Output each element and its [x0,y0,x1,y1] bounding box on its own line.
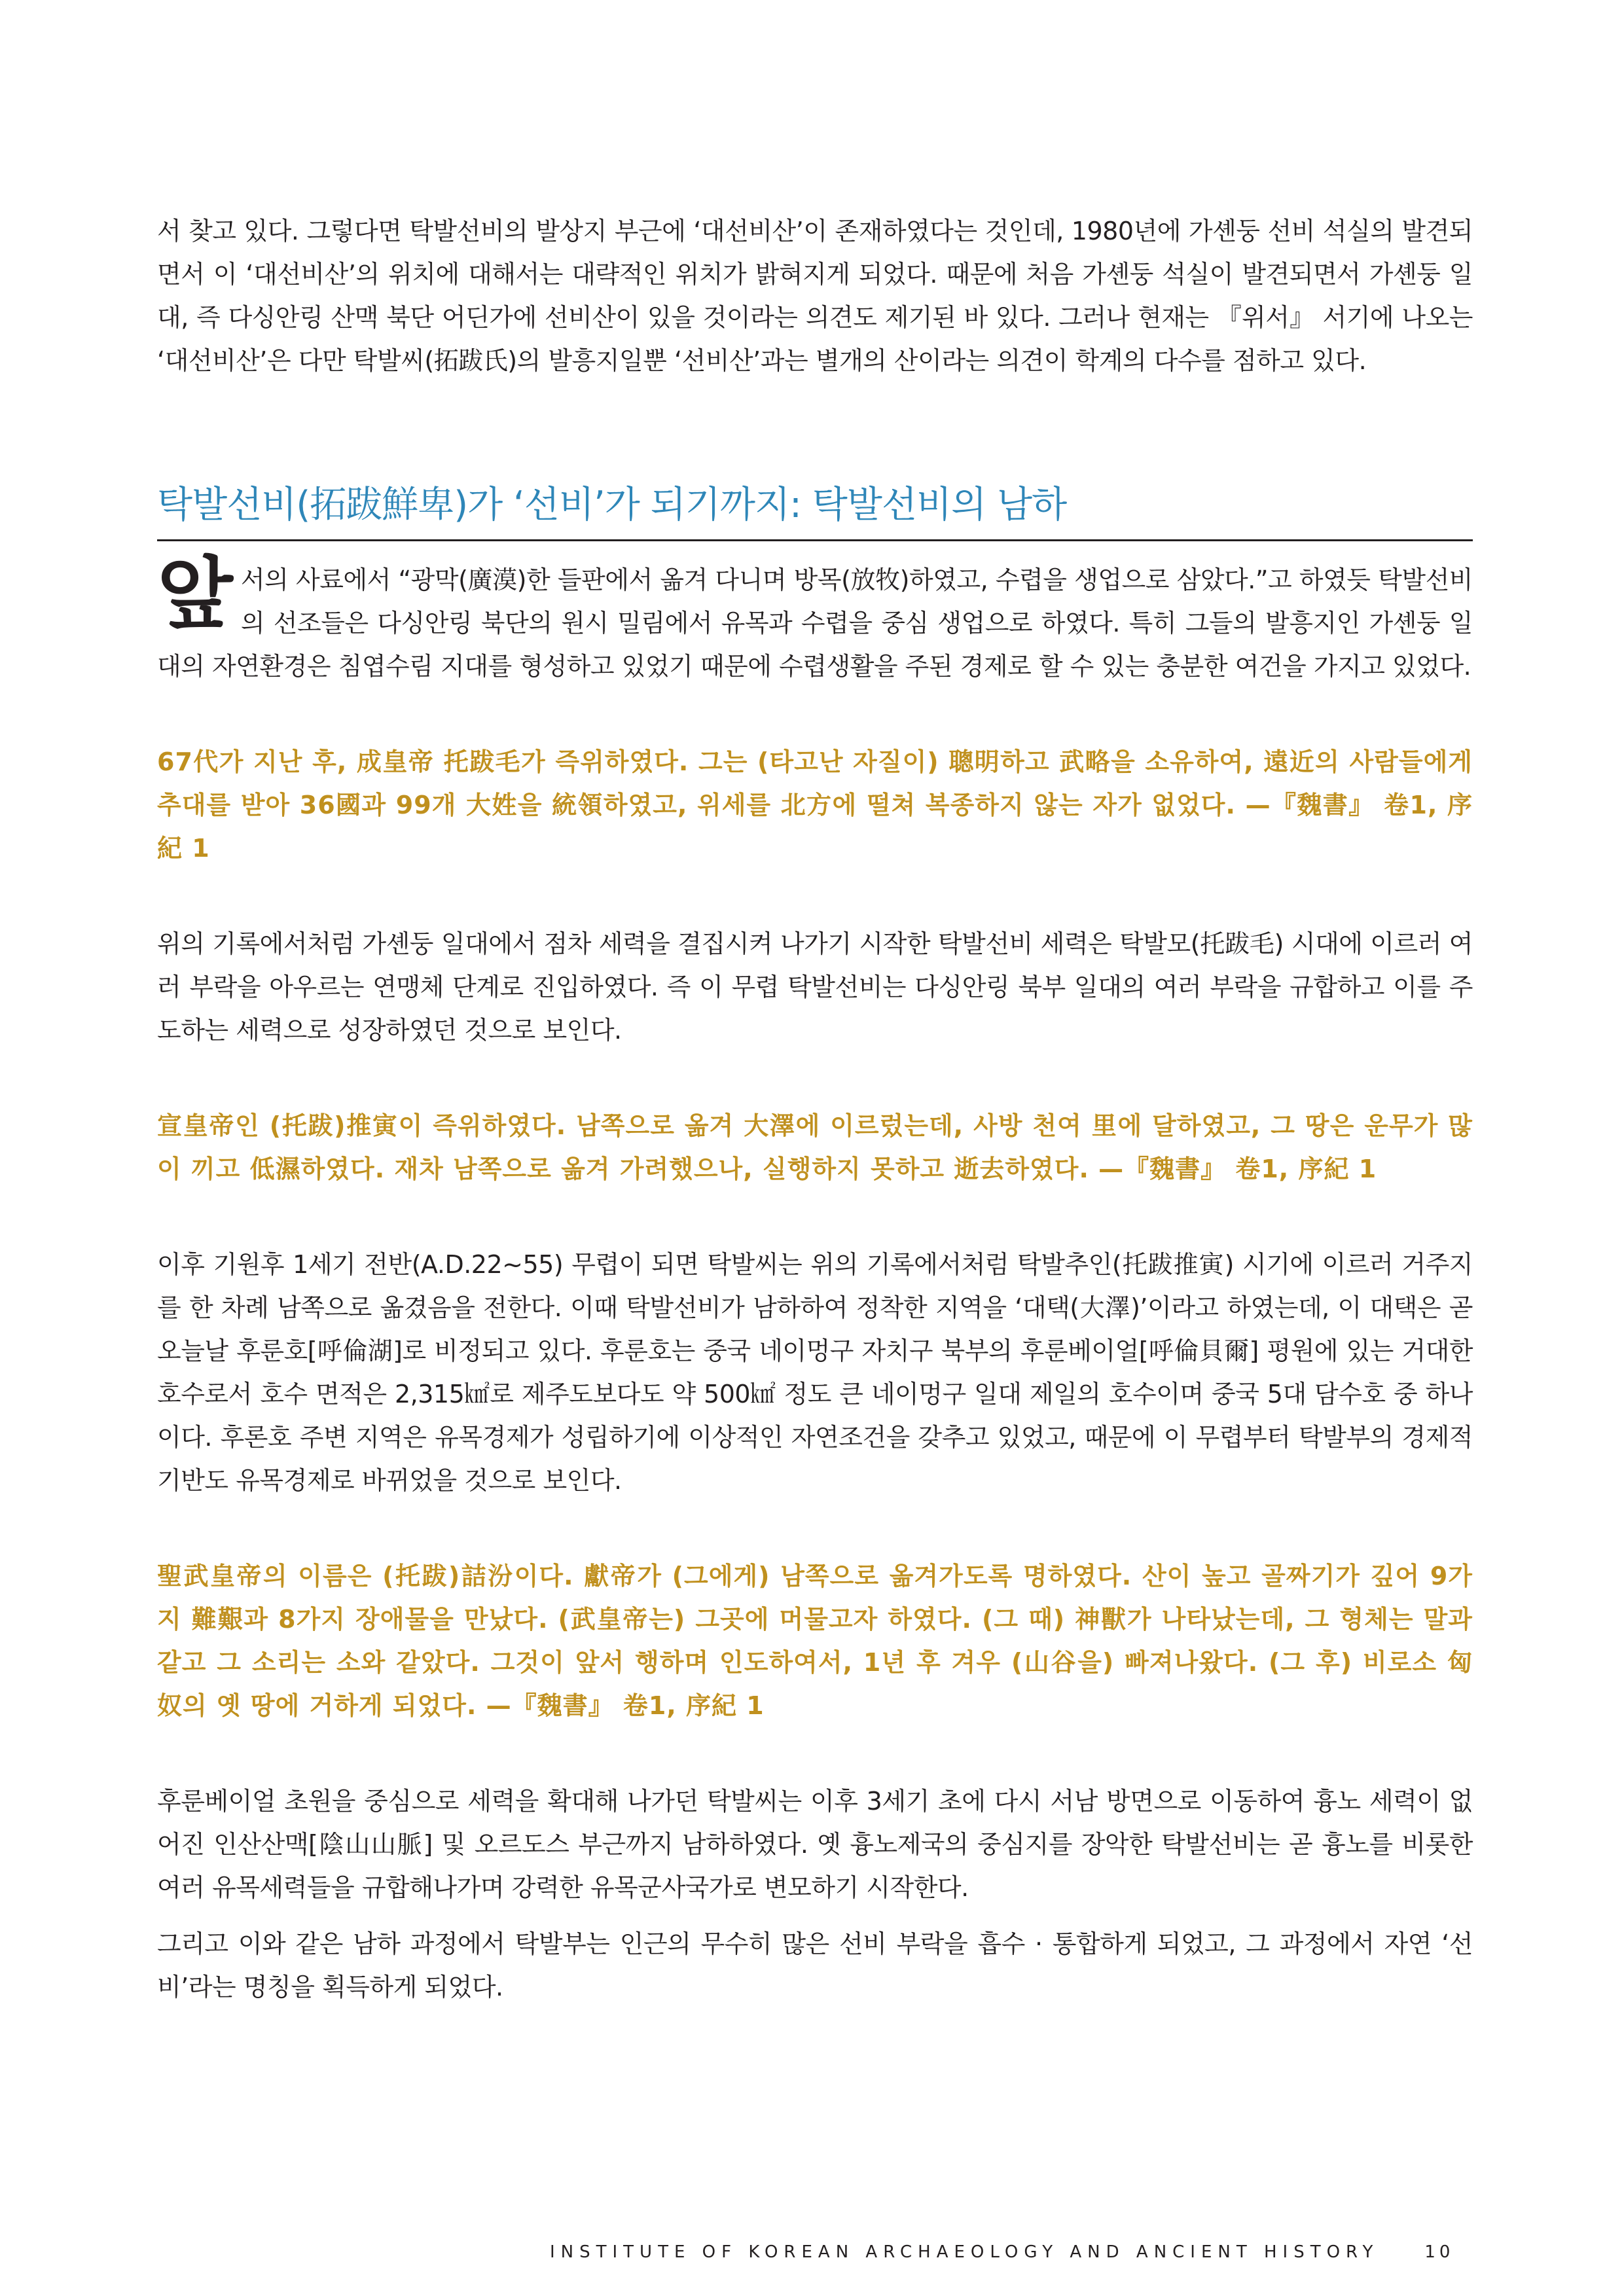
dropcap-paragraph-text: 서의 사료에서 “광막(廣漠)한 들판에서 옮겨 다니며 방목(放牧)하였고, 수렵을 생업으로 삼았다.”고 하였듯 탁발선비의 선조들은 다싱안링 북단의 원시 밀림에서 유목과 수렵을 중심 생업으로 하였다. 특히 그들의 발흥지인 가셴둥 일대의 자연환경은 침엽수림 지대를 형성하고 있었기 때문에 수렵생활을 주된 경제로 할 수 있는 충분한 여건을 가지고 있었다. [157,565,1473,681]
page-footer [550,2242,1473,2262]
section-heading: 탁발선비(拓跋鮮卑)가 ‘선비’가 되기까지: 탁발선비의 남하 [157,480,1473,541]
drop-cap: 앞 [157,549,232,640]
footer-institute-name: INSTITUTE OF KOREAN ARCHAEOLOGY AND ANCIENT HISTORY [550,2242,1379,2262]
dropcap-paragraph [157,549,1473,688]
quote-weishu-2: 宣皇帝인 (托跋)推寅이 즉위하였다. 남쪽으로 옮겨 大澤에 이르렀는데, 사방 천여 里에 달하였고, 그 땅은 운무가 많이 끼고 低濕하였다. 재차 남쪽으로 옮겨 가려했으나, 실행하지 못하고 逝去하였다. —『魏書』 卷1, 序紀 1 [157,1111,1473,1183]
intro-paragraph: 서 찾고 있다. 그렇다면 탁발선비의 발상지 부근에 ‘대선비산’이 존재하였다는 것인데, 1980년에 가셴둥 선비 석실의 발견되면서 이 ‘대선비산’의 위치에 대해서는 대략적인 위치가 밝혀지게 되었다. 때문에 처음 가셴둥 석실이 발견되면서 가셴둥 일대, 즉 다싱안링 산맥 북단 어딘가에 선비산이 있을 것이라는 의견도 제기된 바 있다. 그러나 현재는 『위서』 서기에 나오는 ‘대선비산’은 다만 탁발씨(拓跋氏)의 발흥지일뿐 ‘선비산’과는 별개의 산이라는 의견이 학계의 다수를 점하고 있다. [157,217,1473,375]
body-paragraph-5: 그리고 이와 같은 남하 과정에서 탁발부는 인근의 무수히 많은 선비 부락을 흡수 · 통합하게 되었고, 그 과정에서 자연 ‘선비’라는 명칭을 획득하게 되었다. [157,1929,1473,2001]
page-number: 10 [1424,2242,1454,2262]
quote-weishu-3: 聖武皇帝의 이름은 (托跋)詰汾이다. 獻帝가 (그에게) 남쪽으로 옮겨가도록 명하였다. 산이 높고 골짜기가 깊어 9가지 難艱과 8가지 장애물을 만났다. (武皇帝는) 그곳에 머물고자 하였다. (그 때) 神獸가 나타났는데, 그 형체는 말과 같고 그 소리는 소와 같았다. 그것이 앞서 행하며 인도하여서, 1년 후 겨우 (山谷을) 빠져나왔다. (그 후) 비로소 匈奴의 옛 땅에 거하게 되었다. —『魏書』 卷1, 序紀 1 [157,1562,1473,1720]
body-paragraph-2: 위의 기록에서처럼 가셴둥 일대에서 점차 세력을 결집시켜 나가기 시작한 탁발선비 세력은 탁발모(托跋毛) 시대에 이르러 여러 부락을 아우르는 연맹체 단계로 진입하였다. 즉 이 무렵 탁발선비는 다싱안링 북부 일대의 여러 부락을 규합하고 이를 주도하는 세력으로 성장하였던 것으로 보인다. [157,929,1473,1045]
body-paragraph-3: 이후 기원후 1세기 전반(A.D.22~55) 무렵이 되면 탁발씨는 위의 기록에서처럼 탁발추인(托跋推寅) 시기에 이르러 거주지를 한 차례 남쪽으로 옮겼음을 전한다. 이때 탁발선비가 남하하여 정착한 지역을 ‘대택(大澤)’이라고 하였는데, 이 대택은 곧 오늘날 후룬호[呼倫湖]로 비정되고 있다. 후룬호는 중국 네이멍구 자치구 북부의 후룬베이얼[呼倫貝爾] 평원에 있는 거대한 호수로서 호수 면적은 2,315㎢로 제주도보다도 약 500㎢ 정도 큰 네이멍구 일대 제일의 호수이며 중국 5대 담수호 중 하나이다. 후론호 주변 지역은 유목경제가 성립하기에 이상적인 자연조건을 갖추고 있었고, 때문에 이 무렵부터 탁발부의 경제적 기반도 유목경제로 바뀌었을 것으로 보인다. [157,1250,1473,1495]
page-body [157,209,1473,2009]
quote-weishu-1: 67代가 지난 후, 成皇帝 托跋毛가 즉위하였다. 그는 (타고난 자질이) 聰明하고 武略을 소유하여, 遠近의 사람들에게 추대를 받아 36國과 99개 大姓을 統領하였고, 위세를 北方에 떨쳐 복종하지 않는 자가 없었다. —『魏書』 卷1, 序紀 1 [157,747,1473,863]
body-paragraph-4: 후룬베이얼 초원을 중심으로 세력을 확대해 나가던 탁발씨는 이후 3세기 초에 다시 서남 방면으로 이동하여 흉노 세력이 없어진 인산산맥[陰山山脈] 및 오르도스 부근까지 남하하였다. 옛 흉노제국의 중심지를 장악한 탁발선비는 곧 흉노를 비롯한 여러 유목세력들을 규합해나가며 강력한 유목군사국가로 변모하기 시작한다. [157,1787,1473,1902]
